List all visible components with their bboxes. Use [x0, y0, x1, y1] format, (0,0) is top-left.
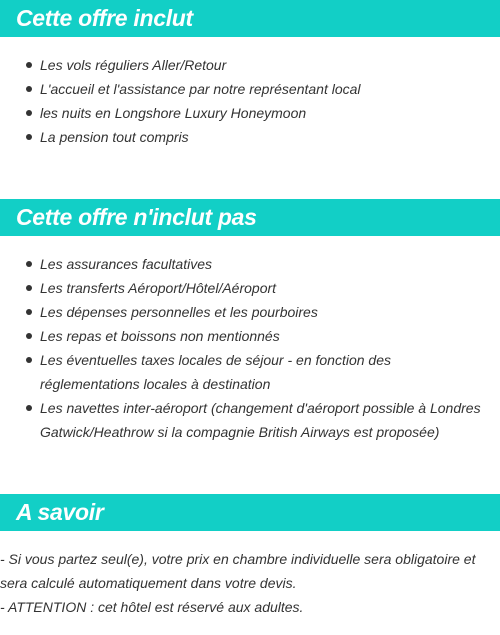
- list-item: [0, 276, 500, 300]
- list-item: [0, 324, 500, 348]
- list-item: [0, 53, 500, 77]
- list-item: [0, 252, 500, 276]
- list-item-text: Les assurances facultatives: [40, 256, 212, 272]
- bullet-icon: [26, 86, 32, 92]
- list-item-text: les nuits en Longshore Luxury Honeymoon: [40, 105, 307, 121]
- includes-list: [0, 53, 500, 149]
- info-text: [0, 547, 500, 619]
- section-title-info: A savoir: [0, 494, 500, 531]
- list-item: [0, 396, 500, 444]
- list-item-text: Les repas et boissons non mentionnés: [40, 328, 280, 344]
- bullet-icon: [26, 357, 32, 363]
- list-item: [0, 300, 500, 324]
- bullet-icon: [26, 62, 32, 68]
- list-item-text: L'accueil et l'assistance par notre représentant local: [40, 81, 361, 97]
- excludes-list: [0, 252, 500, 444]
- bullet-icon: [26, 134, 32, 140]
- list-item-text: Les éventuelles taxes locales de séjour - en fonction des réglementations locales à destination: [40, 352, 391, 392]
- list-item-text: La pension tout compris: [40, 129, 189, 145]
- info-line: - Si vous partez seul(e), votre prix en chambre individuelle sera obligatoire et sera calculé automatiquement dans votre devis.: [0, 551, 476, 591]
- list-item: [0, 348, 500, 396]
- bullet-icon: [26, 110, 32, 116]
- list-item-text: Les navettes inter-aéroport (changement d'aéroport possible à Londres Gatwick/Heathrow si la compagnie British Airways est proposée): [40, 400, 481, 440]
- section-title-includes: Cette offre inclut: [0, 0, 500, 37]
- list-item: [0, 77, 500, 101]
- list-item-text: Les dépenses personnelles et les pourboires: [40, 304, 318, 320]
- bullet-icon: [26, 261, 32, 267]
- list-item: [0, 101, 500, 125]
- bullet-icon: [26, 333, 32, 339]
- bullet-icon: [26, 285, 32, 291]
- info-line: - ATTENTION : cet hôtel est réservé aux adultes.: [0, 599, 304, 615]
- bullet-icon: [26, 405, 32, 411]
- list-item-text: Les transferts Aéroport/Hôtel/Aéroport: [40, 280, 277, 296]
- list-item: [0, 125, 500, 149]
- list-item-text: Les vols réguliers Aller/Retour: [40, 57, 227, 73]
- section-title-excludes: Cette offre n'inclut pas: [0, 199, 500, 236]
- bullet-icon: [26, 309, 32, 315]
